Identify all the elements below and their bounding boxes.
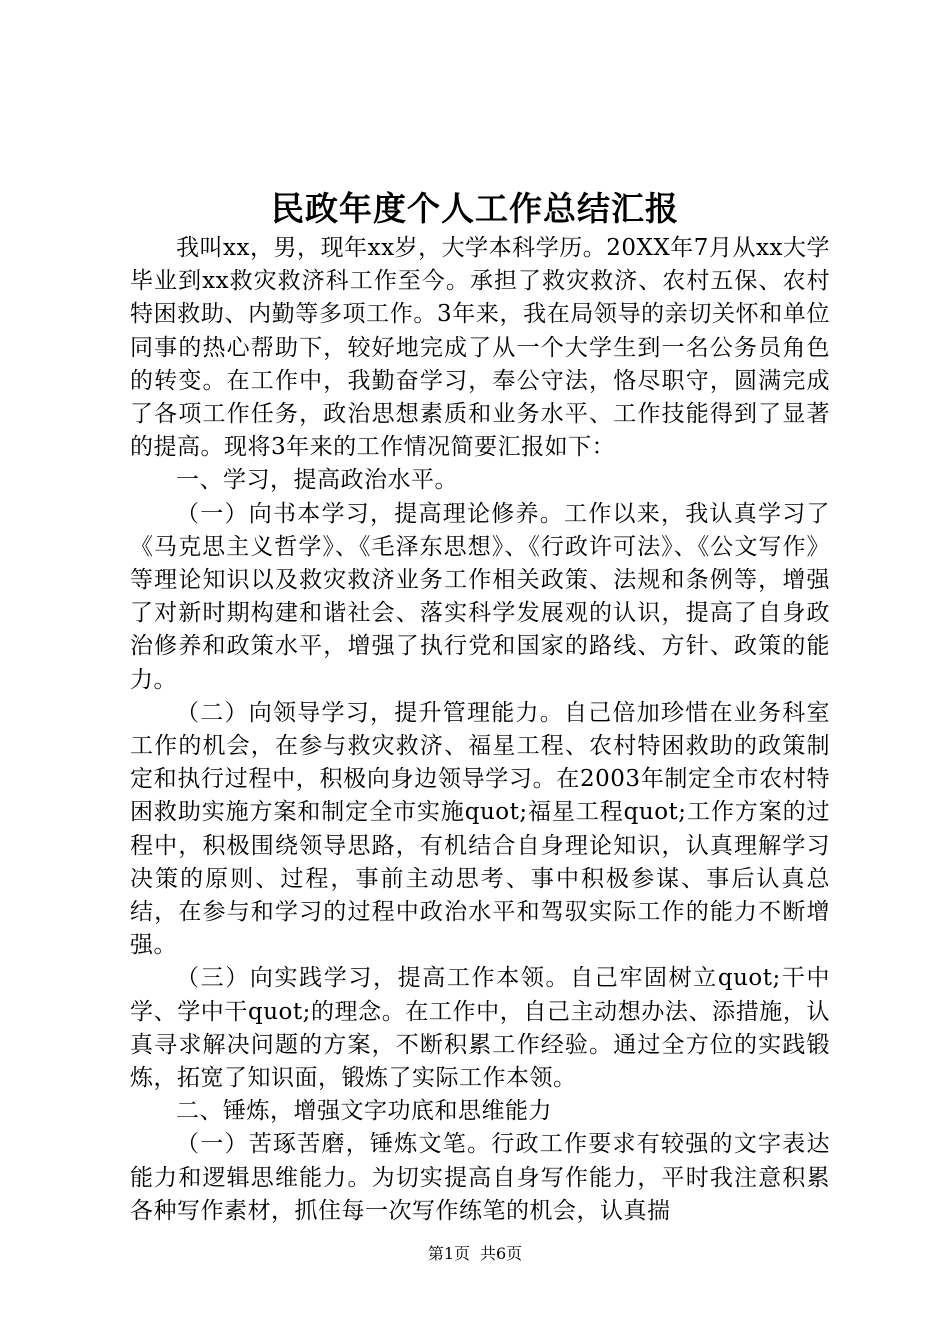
page-total: 共6页 <box>480 1244 523 1263</box>
subsection-paragraph-1-3: （三）向实践学习，提高工作本领。自己牢固树立quot;干中学、学中干quot;的理念。在工作中，自己主动想办法、添措施，认真寻求解决问题的方案，不断积累工作经验。通过全方位的实践锻炼，拓宽了知识面，锻炼了实际工作本领。 <box>130 965 830 1092</box>
subsection-paragraph-2-1: （一）苦琢苦磨，锤炼文笔。行政工作要求有较强的文字表达能力和逻辑思维能力。为切实提高自身写作能力，平时我注意积累各种写作素材，抓住每一次写作练笔的机会，认真揣 <box>130 1131 830 1224</box>
intro-paragraph: 我叫xx，男，现年xx岁，大学本科学历。20XX年7月从xx大学毕业到xx救灾救济科工作至今。承担了救灾救济、农村五保、农村特困救助、内勤等多项工作。3年来，我在局领导的亲切关怀和单位同事的热心帮助下，较好地完成了从一个大学生到一名公务员角色的转变。在工作中，我勤奋学习，奉公守法，恪尽职守，圆满完成了各项工作任务，政治思想素质和业务水平、工作技能得到了显著的提高。现将3年来的工作情况简要汇报如下： <box>130 235 830 461</box>
subsection-paragraph-1-2: （二）向领导学习，提升管理能力。自己倍加珍惜在业务科室工作的机会，在参与救灾救济、福星工程、农村特困救助的政策制定和执行过程中，积极向身边领导学习。在2003年制定全市农村特困救助实施方案和制定全市实施quot;福星工程quot;工作方案的过程中，积极围绕领导思路，有机结合自身理论知识，认真理解学习决策的原则、过程，事前主动思考、事中积极参谋、事后认真总结，在参与和学习的过程中政治水平和驾驭实际工作的能力不断增强。 <box>130 699 830 959</box>
document-body <box>130 232 830 1228</box>
page-footer <box>0 1243 950 1265</box>
section-heading-2: 二、锤炼，增强文字功底和思维能力 <box>176 1098 552 1125</box>
subsection-paragraph-1-1: （一）向书本学习，提高理论修养。工作以来，我认真学习了《马克思主义哲学》、《毛泽东思想》、《行政许可法》、《公文写作》等理论知识以及救灾救济业务工作相关政策、法规和条例等，增强了对新时期构建和谐社会、落实科学发展观的认识，提高了自身政治修养和政策水平，增强了执行党和国家的路线、方针、政策的能力。 <box>130 500 830 693</box>
document-title: 民政年度个人工作总结汇报 <box>271 189 679 228</box>
section-heading-1: 一、学习，提高政治水平。 <box>176 467 458 494</box>
page-number: 第1页 <box>427 1244 470 1263</box>
